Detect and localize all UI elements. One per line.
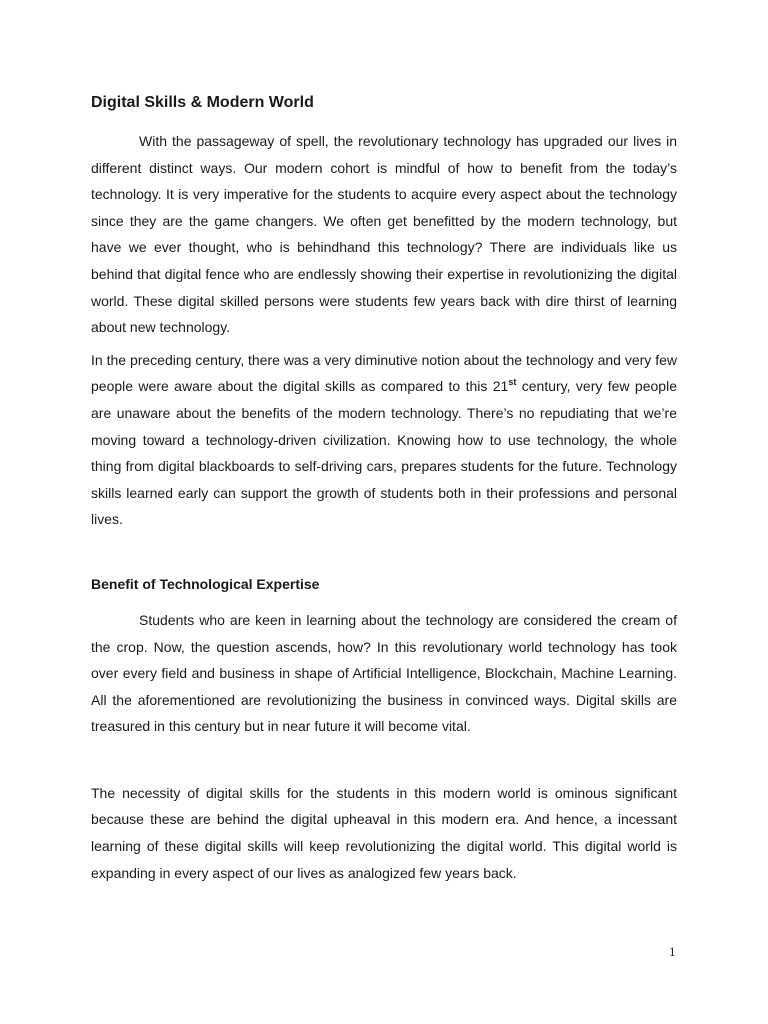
paragraph-benefit: Students who are keen in learning about the technology are considered the cream of the crop. Now, the question ascends, how? In this revolutionary world technology has took over every field and business in shape of Artificial Intelligence, Blockchain, Machine Learning. All the aforementioned are revolutionizing the business in convinced ways. Digital skills are treasured in this century but in near future it will become vital. bbox=[91, 611, 677, 735]
paragraph-text-part: century, very few people are unaware about the benefits of the modern technology. There’s no repudiating that we’re moving toward a technology-driven civilization. Knowing how to use technology, the whole thing from digital blackboards to self-driving cars, prepares students for the future. Technology skills learned early can support the growth of students both in their professions and personal lives. bbox=[91, 378, 677, 528]
section-heading: Benefit of Technological Expertise bbox=[91, 575, 320, 592]
paragraph-text-part: In the preceding century, there was a very diminutive notion about the technology and very few people were aware about the digital skills as compared to this 21 bbox=[91, 351, 677, 395]
document-title: Digital Skills & Modern World bbox=[91, 94, 314, 111]
paragraph-preceding-century bbox=[91, 347, 677, 533]
paragraph-necessity: The necessity of digital skills for the students in this modern world is ominous significant because these are behind the digital upheaval in this modern era. And hence, a incessant learning of these digital skills will keep revolutionizing the digital world. This digital world is expanding in every aspect of our lives as analogized few years back. bbox=[91, 784, 677, 881]
superscript-ordinal: st bbox=[508, 377, 517, 388]
page-number: 1 bbox=[669, 944, 676, 959]
document-body bbox=[91, 92, 677, 892]
paragraph-intro: With the passageway of spell, the revolutionary technology has upgraded our lives in different distinct ways. Our modern cohort is mindful of how to benefit from the today’s technology. It is very imperative for the students to acquire every aspect about the technology since they are the game changers. We often get benefitted by the modern technology, but have we ever thought, who is behindhand this technology? There are individuals like us behind that digital fence who are endlessly showing their expertise in revolutionizing the digital world. These digital skilled persons were students few years back with dire thirst of learning about new technology. bbox=[91, 133, 677, 336]
